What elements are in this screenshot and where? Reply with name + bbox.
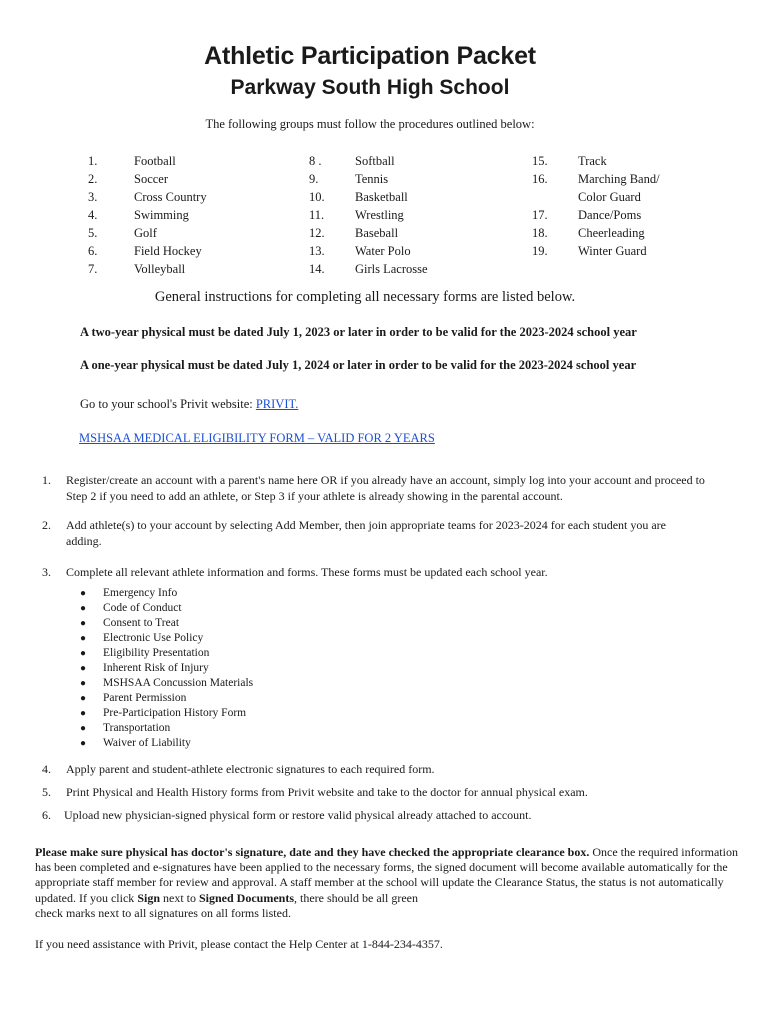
sport-number: 11. [309,208,325,222]
two-year-physical-note: A two-year physical must be dated July 1, 2023 or later in order to be valid for the 2023-2024 school year [80,325,637,339]
mshsaa-form-line [79,431,435,446]
step-text: Apply parent and student-athlete electronic signatures to each required form. [66,762,435,776]
list-item: ● Electronic Use Policy [80,632,204,644]
bullet-icon: ● [80,603,87,614]
bullet-icon: ● [80,723,87,734]
sport-name: Wrestling [355,208,404,222]
privit-prefix: Go to your school's Privit website: [80,397,256,411]
sport-name: Football [134,154,176,168]
sport-number: 13. [309,244,325,258]
bullet-icon: ● [80,663,87,674]
step-number: 3. [42,565,51,579]
sport-number: 10. [309,190,325,204]
bullet-icon: ● [80,678,87,689]
sport-name: Tennis [355,172,389,186]
sport-name: Dance/Poms [578,208,642,222]
sport-number: 5. [88,226,98,240]
privit-link[interactable]: PRIVIT. [255,397,299,411]
list-item: ● Inherent Risk of Injury [80,662,209,674]
privit-website-line [80,397,298,412]
sport-number: 12. [309,226,325,240]
physical-reminder: Please make sure physical has doctor's signature, date and they have checked the appropriate clearance box. [35,845,590,859]
sport-number: 8 . [309,154,322,168]
sport-name: Basketball [355,190,408,204]
list-item: ● MSHSAA Concussion Materials [80,677,254,689]
step-number: 6. [42,808,51,822]
sport-number: 19. [532,244,548,258]
bullet-icon: ● [80,693,87,704]
bullet-icon: ● [80,588,87,599]
general-instructions: General instructions for completing all necessary forms are listed below. [154,289,576,305]
mshsaa-form-link[interactable]: MSHSAA MEDICAL ELIGIBILITY FORM – VALID FOR 2 YEARS [79,431,435,445]
list-item: ● Code of Conduct [80,602,182,614]
sport-number: 7. [88,262,98,276]
sport-name: Winter Guard [578,244,647,258]
sport-name: Color Guard [578,190,641,204]
sport-number: 16. [532,172,548,186]
sport-name: Marching Band/ [578,172,660,186]
required-forms-list [80,586,253,751]
sport-number: 15. [532,154,548,168]
sport-number: 6. [88,244,98,258]
sign-term: Sign [137,890,160,905]
list-item: ● Waiver of Liability [80,737,191,749]
step-text: Add athlete(s) to your account by selecting Add Member, then join appropriate teams for 2023-2024 for each student you are adding. [66,518,667,548]
page-title: Athletic Participation Packet [204,42,536,70]
bullet-icon: ● [80,738,87,749]
step-text: Complete all relevant athlete information and forms. These forms must be updated each school year. [66,565,548,579]
sport-number: 14. [309,262,325,276]
one-year-physical-note: A one-year physical must be dated July 1, 2024 or later in order to be valid for the 2023-2024 school year [80,358,637,372]
sport-name: Swimming [134,208,189,222]
sport-number: 18. [532,226,548,240]
sport-name: Soccer [134,172,169,186]
list-item: ● Transportation [80,722,171,734]
sport-name: Baseball [355,226,399,240]
step-number: 1. [42,473,51,487]
bullet-icon: ● [80,633,87,644]
bullet-icon: ● [80,618,87,629]
clearance-paragraph: Please make sure physical has doctor's signature, date and they have checked the appropriate clearance box. Once the required information has been completed and e-signatures have been applied to the necessary forms, the signed document will become available automatically for the appropriate staff member for review and approval. A staff member at the school will update the Clearance Status, the status is not automatically updated. If you click Sign next to Signed Documents, there should be all green check marks next to all signatures on all forms listed. [35,845,738,920]
bullet-icon: ● [80,648,87,659]
sport-number: 3. [88,190,98,204]
step-text: Upload new physician-signed physical form or restore valid physical already attached to account. [64,808,532,822]
sport-number: 2. [88,172,98,186]
sport-name: Water Polo [355,244,411,258]
sport-name: Volleyball [134,262,186,276]
bullet-icon: ● [80,708,87,719]
step-number: 2. [42,518,51,532]
sport-number: 4. [88,208,98,222]
help-center-contact: If you need assistance with Privit, please contact the Help Center at 1-844-234-4357. [35,937,443,951]
list-item: ● Pre-Participation History Form [80,707,247,719]
step-number: 4. [42,762,51,776]
list-item: ● Emergency Info [80,587,178,599]
list-item: ● Eligibility Presentation [80,647,210,659]
sport-name: Softball [355,154,395,168]
list-item: ● Consent to Treat [80,617,180,629]
sport-name: Cross Country [134,190,207,204]
sport-name: Golf [134,226,157,240]
sport-number: 1. [88,154,98,168]
list-item: ● Parent Permission [80,692,187,704]
sport-name: Field Hockey [134,244,202,258]
step-text: Register/create an account with a parent's name here OR if you already have an account, simply log into your account and proceed to Step 2 if you need to add an athlete, or Step 3 if your athlete is already showing in the parental account. [66,473,705,503]
sport-number: 9. [309,172,319,186]
sport-name: Girls Lacrosse [355,262,428,276]
sport-name: Cheerleading [578,226,645,240]
step-text: Print Physical and Health History forms from Privit website and take to the doctor for annual physical exam. [66,785,588,799]
signed-documents-term: Signed Documents [199,890,295,905]
school-name: Parkway South High School [230,76,510,99]
sport-number: 17. [532,208,548,222]
step-number: 5. [42,785,51,799]
sport-name: Track [578,154,607,168]
intro-text: The following groups must follow the procedures outlined below: [205,117,535,131]
